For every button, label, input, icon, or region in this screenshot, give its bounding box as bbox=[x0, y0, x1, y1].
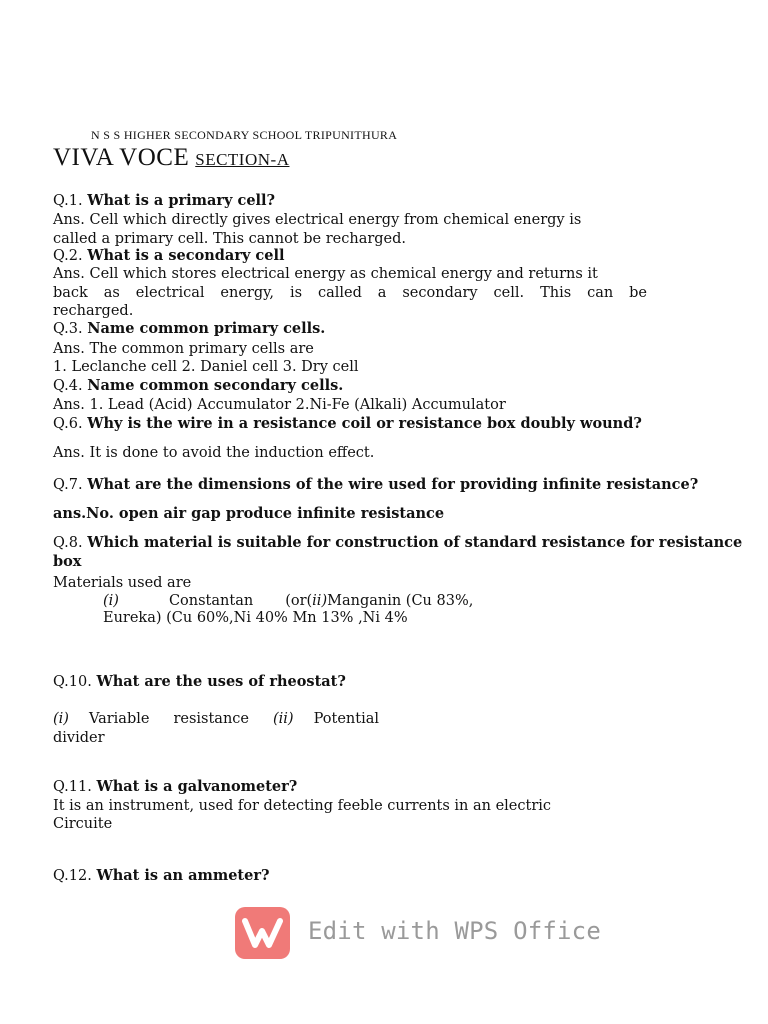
answer-2-line-3: recharged. bbox=[53, 303, 134, 319]
answer-3-line-1: Ans. The common primary cells are bbox=[53, 341, 314, 357]
question-12: Q.12. What is an ammeter? bbox=[53, 867, 270, 884]
answer-8-line-2: (i) Constantan (or(ii)Manganin (Cu 83%, bbox=[103, 593, 474, 609]
wps-w-icon bbox=[235, 907, 290, 959]
school-name: N S S HIGHER SECONDARY SCHOOL TRIPUNITHURA bbox=[91, 128, 398, 142]
question-6: Q.6. Why is the wire in a resistance coil or resistance box doubly wound? bbox=[53, 415, 642, 432]
question-10: Q.10. What are the uses of rheostat? bbox=[53, 673, 346, 690]
answer-2-line-1: Ans. Cell which stores electrical energy as chemical energy and returns it bbox=[53, 266, 598, 282]
answer-1-line-1: Ans. Cell which directly gives electrical energy from chemical energy is bbox=[53, 212, 582, 228]
wps-watermark-text: Edit with WPS Office bbox=[308, 917, 601, 945]
answer-4-line-1: Ans. 1. Lead (Acid) Accumulator 2.Ni-Fe (Alkali) Accumulator bbox=[53, 397, 506, 413]
question-8-line-2: box bbox=[53, 553, 82, 570]
answer-11-line-1: It is an instrument, used for detecting feeble currents in an electric bbox=[53, 798, 552, 814]
wps-logo bbox=[235, 907, 290, 959]
page-title bbox=[53, 144, 289, 172]
answer-2-line-2: back as electrical energy, is called a secondary cell. This can be bbox=[53, 285, 647, 301]
title-text: VIVA VOCE bbox=[53, 144, 190, 171]
answer-1-line-2: called a primary cell. This cannot be recharged. bbox=[53, 231, 407, 247]
answer-10-line-1: (i) Variable resistance (ii) Potential bbox=[53, 711, 379, 727]
answer-11-line-2: Circuite bbox=[53, 816, 113, 832]
question-3: Q.3. Name common primary cells. bbox=[53, 320, 326, 337]
answer-3-line-2: 1. Leclanche cell 2. Daniel cell 3. Dry cell bbox=[53, 359, 359, 375]
question-4: Q.4. Name common secondary cells. bbox=[53, 377, 344, 394]
question-7: Q.7. What are the dimensions of the wire used for providing infinite resistance? bbox=[53, 476, 699, 493]
answer-8-line-3: Eureka) (Cu 60%,Ni 40% Mn 13% ,Ni 4% bbox=[103, 610, 408, 626]
section-heading: SECTION-A bbox=[195, 150, 290, 169]
answer-8-line-1: Materials used are bbox=[53, 575, 192, 591]
answer-6-line-1: Ans. It is done to avoid the induction effect. bbox=[53, 445, 375, 461]
question-8: Q.8. Which material is suitable for construction of standard resistance for resistance bbox=[53, 534, 743, 551]
answer-7-line-1: ans.No. open air gap produce infinite resistance bbox=[53, 505, 445, 522]
answer-10-line-2: divider bbox=[53, 730, 105, 746]
question-2: Q.2. What is a secondary cell bbox=[53, 247, 285, 264]
question-1: Q.1. What is a primary cell? bbox=[53, 192, 276, 209]
question-11: Q.11. What is a galvanometer? bbox=[53, 778, 298, 795]
